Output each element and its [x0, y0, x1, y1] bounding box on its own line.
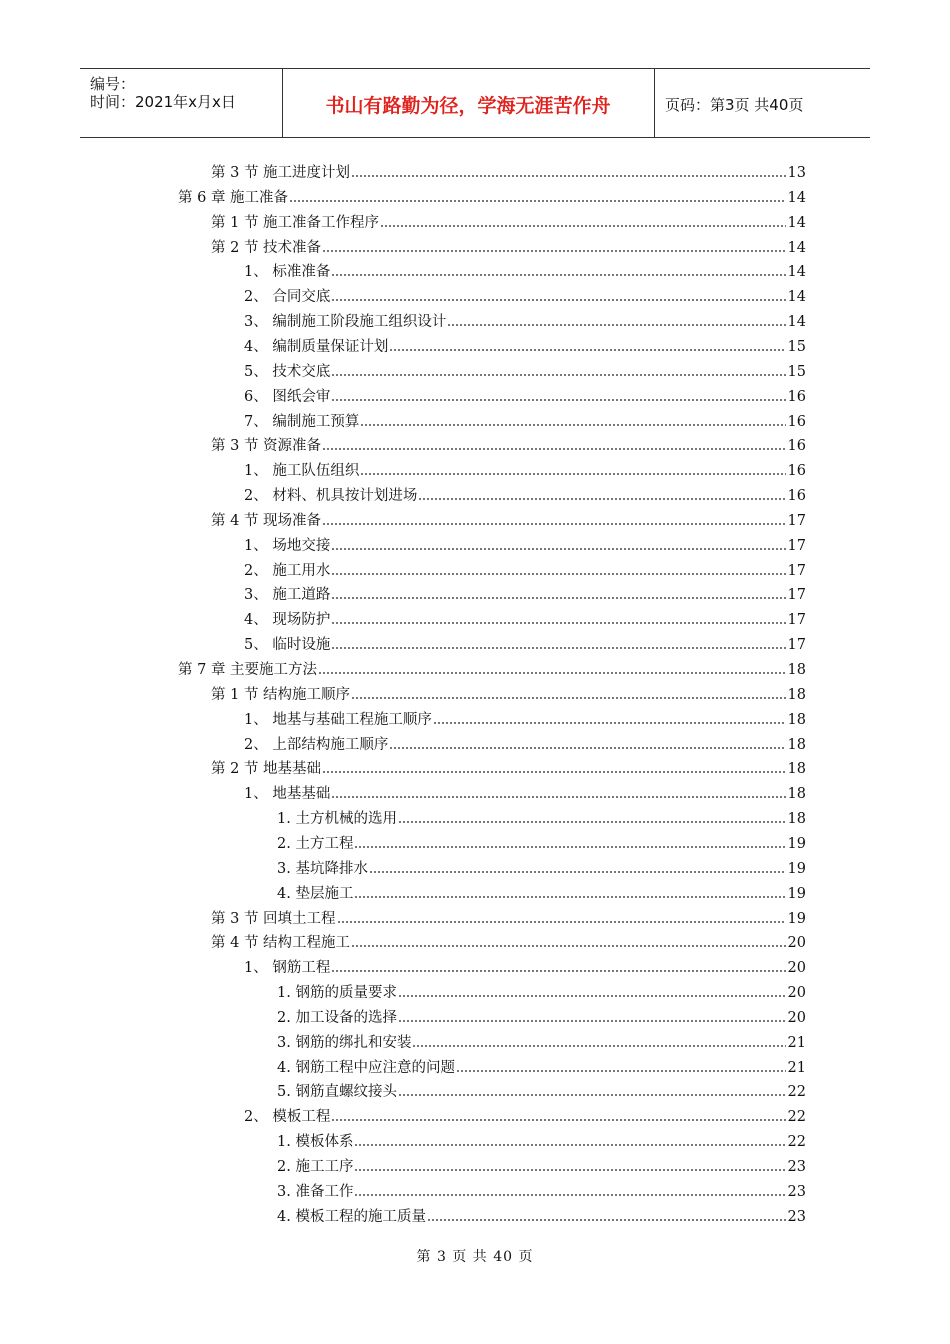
toc-entry-title: 第 6 章 施工准备 — [178, 189, 289, 206]
toc-entry-title: 4、 现场防护 — [244, 612, 331, 629]
toc-entry-page: 18 — [787, 761, 806, 778]
toc-entry-page: 20 — [787, 1009, 806, 1026]
toc-entry[interactable] — [211, 904, 806, 928]
header-meta-cell — [80, 69, 283, 137]
toc-dot-leader — [331, 273, 785, 277]
toc-dot-leader — [398, 820, 786, 824]
toc-entry[interactable] — [277, 1003, 806, 1027]
toc-dot-leader — [331, 969, 785, 973]
toc-entry-page: 16 — [787, 388, 806, 405]
toc-entry-title: 第 2 节 地基基础 — [211, 761, 322, 778]
toc-entry[interactable] — [244, 357, 806, 381]
toc-dot-leader — [331, 596, 785, 600]
toc-entry[interactable] — [211, 754, 806, 778]
header-motto: 书山有路勤为径，学海无涯苦作舟 — [325, 95, 611, 117]
toc-entry-title: 1. 模板体系 — [277, 1134, 354, 1151]
toc-entry[interactable] — [277, 1177, 806, 1201]
toc-entry-page: 14 — [787, 214, 806, 231]
toc-entry-page: 20 — [787, 935, 806, 952]
toc-entry[interactable] — [277, 854, 806, 878]
toc-entry-title: 3. 基坑降排水 — [277, 860, 368, 877]
toc-dot-leader — [351, 174, 785, 178]
toc-dot-leader — [380, 224, 785, 228]
toc-entry-title: 第 4 节 现场准备 — [211, 512, 322, 529]
toc-dot-leader — [331, 621, 785, 625]
toc-entry[interactable] — [277, 829, 806, 853]
toc-entry[interactable] — [178, 183, 806, 207]
toc-dot-leader — [289, 199, 785, 203]
toc-entry-page: 23 — [787, 1208, 806, 1225]
toc-entry[interactable] — [244, 382, 806, 406]
toc-dot-leader — [322, 447, 785, 451]
toc-entry-title: 2. 加工设备的选择 — [277, 1009, 397, 1026]
toc-dot-leader — [354, 845, 785, 849]
toc-entry[interactable] — [277, 1053, 806, 1077]
toc-entry[interactable] — [277, 879, 806, 903]
toc-entry-title: 第 3 节 回填土工程 — [211, 910, 336, 927]
toc-entry-title: 6、 图纸会审 — [244, 388, 331, 405]
toc-dot-leader — [354, 895, 785, 899]
toc-entry-title: 1、 场地交接 — [244, 537, 331, 554]
toc-entry-title: 1、 标准准备 — [244, 264, 331, 281]
toc-entry-page: 16 — [787, 438, 806, 455]
toc-entry-title: 1. 钢筋的质量要求 — [277, 985, 397, 1002]
document-time-label: 时间：2021年x月x日 — [90, 93, 236, 111]
toc-dot-leader — [360, 423, 785, 427]
toc-dot-leader — [331, 1118, 785, 1122]
toc-entry[interactable] — [211, 680, 806, 704]
toc-dot-leader — [447, 323, 785, 327]
toc-entry[interactable] — [277, 1127, 806, 1151]
toc-entry-page: 23 — [787, 1183, 806, 1200]
toc-dot-leader — [322, 249, 785, 253]
toc-entry[interactable] — [244, 407, 806, 431]
toc-entry[interactable] — [178, 655, 806, 679]
toc-dot-leader — [331, 373, 785, 377]
toc-entry[interactable] — [277, 1077, 806, 1101]
toc-entry-page: 19 — [787, 910, 806, 927]
toc-dot-leader — [331, 572, 785, 576]
toc-entry-page: 18 — [787, 662, 806, 678]
toc-entry-page: 16 — [787, 488, 806, 505]
toc-entry[interactable] — [244, 531, 806, 555]
toc-entry[interactable] — [244, 556, 806, 580]
toc-entry-page: 19 — [787, 885, 806, 902]
toc-entry[interactable] — [244, 456, 806, 480]
toc-dot-leader — [351, 944, 785, 948]
toc-entry-page: 22 — [787, 1134, 806, 1151]
toc-dot-leader — [331, 547, 785, 551]
toc-entry-page: 14 — [787, 289, 806, 306]
page-header — [80, 68, 870, 138]
toc-entry[interactable] — [244, 307, 806, 331]
toc-dot-leader — [389, 746, 785, 750]
toc-dot-leader — [331, 795, 785, 799]
toc-entry-title: 第 3 节 资源准备 — [211, 438, 322, 455]
toc-entry[interactable] — [211, 158, 806, 182]
toc-entry-page: 17 — [787, 612, 806, 629]
toc-entry-title: 第 1 节 施工准备工作程序 — [211, 214, 380, 231]
toc-entry-title: 2、 合同交底 — [244, 289, 331, 306]
toc-entry-page: 18 — [787, 786, 806, 803]
toc-entry-title: 5、 临时设施 — [244, 637, 331, 654]
toc-entry-page: 20 — [787, 960, 806, 977]
toc-dot-leader — [433, 721, 786, 725]
toc-entry-title: 第 1 节 结构施工顺序 — [211, 686, 351, 703]
toc-entry-title: 1、 钢筋工程 — [244, 960, 331, 977]
toc-entry-page: 19 — [787, 860, 806, 877]
toc-dot-leader — [412, 1044, 785, 1048]
toc-entry[interactable] — [244, 630, 806, 654]
toc-dot-leader — [354, 1143, 785, 1147]
toc-entry[interactable] — [211, 208, 806, 232]
toc-entry[interactable] — [244, 332, 806, 356]
toc-entry-title: 第 2 节 技术准备 — [211, 239, 322, 256]
toc-entry-title: 2. 施工工序 — [277, 1159, 354, 1175]
toc-dot-leader — [351, 696, 785, 700]
toc-entry[interactable] — [277, 1202, 806, 1226]
toc-entry[interactable] — [244, 580, 806, 604]
toc-entry[interactable] — [277, 1028, 806, 1052]
header-page-info: 页码：第3页 共40页 — [665, 96, 804, 114]
toc-dot-leader — [337, 920, 786, 924]
toc-dot-leader — [322, 522, 785, 526]
toc-entry-title: 第 7 章 主要施工方法 — [178, 662, 318, 678]
toc-dot-leader — [354, 1193, 785, 1197]
toc-entry[interactable] — [277, 804, 806, 828]
toc-dot-leader — [427, 1218, 786, 1222]
toc-entry-title: 2、 施工用水 — [244, 562, 331, 579]
toc-entry-title: 3、 编制施工阶段施工组织设计 — [244, 314, 447, 331]
toc-entry-title: 7、 编制施工预算 — [244, 413, 360, 430]
toc-dot-leader — [418, 497, 785, 501]
toc-entry-title: 1、 地基基础 — [244, 786, 331, 803]
toc-entry-title: 第 4 节 结构工程施工 — [211, 935, 351, 952]
toc-entry-page: 17 — [787, 587, 806, 604]
toc-entry[interactable] — [211, 506, 806, 530]
toc-entry-title: 2、 上部结构施工顺序 — [244, 736, 389, 753]
toc-entry-title: 1、 施工队伍组织 — [244, 463, 360, 480]
toc-entry-title: 4. 模板工程的施工质量 — [277, 1208, 426, 1225]
toc-entry-title: 4. 垫层施工 — [277, 885, 354, 902]
toc-entry-page: 21 — [787, 1059, 806, 1076]
toc-entry-page: 14 — [787, 314, 806, 331]
toc-entry[interactable] — [244, 282, 806, 306]
toc-entry-title: 3. 准备工作 — [277, 1183, 354, 1200]
toc-entry[interactable] — [211, 431, 806, 455]
toc-dot-leader — [456, 1069, 786, 1073]
toc-entry[interactable] — [244, 953, 806, 977]
toc-entry[interactable] — [277, 1152, 806, 1176]
document-number-label: 编号： — [90, 75, 136, 93]
toc-entry[interactable] — [211, 233, 806, 257]
toc-entry-page: 14 — [787, 239, 806, 256]
toc-entry[interactable] — [244, 1102, 806, 1126]
toc-entry-page: 14 — [787, 264, 806, 281]
toc-entry-title: 2、 材料、机具按计划进场 — [244, 488, 418, 505]
toc-dot-leader — [360, 472, 785, 476]
toc-dot-leader — [354, 1168, 785, 1172]
toc-entry-title: 1. 土方机械的选用 — [277, 811, 397, 828]
toc-entry-page: 18 — [787, 736, 806, 753]
toc-entry-page: 17 — [787, 512, 806, 529]
toc-entry-title: 5、 技术交底 — [244, 363, 331, 380]
toc-entry-page: 15 — [787, 363, 806, 380]
toc-entry[interactable] — [244, 705, 806, 729]
header-motto-cell — [282, 69, 655, 137]
toc-entry-page: 13 — [787, 165, 806, 181]
toc-entry[interactable] — [244, 257, 806, 281]
toc-entry-page: 20 — [787, 985, 806, 1002]
toc-entry-page: 17 — [787, 562, 806, 579]
toc-dot-leader — [398, 994, 786, 998]
toc-dot-leader — [398, 1093, 786, 1097]
toc-entry-page: 22 — [787, 1109, 806, 1126]
toc-entry-page: 16 — [787, 463, 806, 480]
toc-entry-title: 第 3 节 施工进度计划 — [211, 165, 351, 181]
toc-entry-page: 23 — [787, 1159, 806, 1175]
toc-entry-title: 1、 地基与基础工程施工顺序 — [244, 711, 432, 728]
toc-entry-title: 2、 模板工程 — [244, 1109, 331, 1126]
toc-dot-leader — [369, 870, 786, 874]
toc-entry-title: 3、 施工道路 — [244, 587, 331, 604]
toc-dot-leader — [322, 770, 785, 774]
toc-entry-title: 2. 土方工程 — [277, 835, 354, 852]
toc-dot-leader — [398, 1019, 786, 1023]
toc-entry-page: 18 — [787, 686, 806, 703]
toc-entry[interactable] — [244, 605, 806, 629]
toc-entry-page: 16 — [787, 413, 806, 430]
toc-entry[interactable] — [244, 481, 806, 505]
toc-entry-page: 17 — [787, 537, 806, 554]
toc-entry-title: 3. 钢筋的绑扎和安装 — [277, 1034, 412, 1051]
toc-entry-page: 15 — [787, 338, 806, 355]
toc-dot-leader — [389, 348, 785, 352]
header-page-cell — [655, 69, 870, 137]
toc-entry[interactable] — [244, 730, 806, 754]
toc-entry-page: 22 — [787, 1084, 806, 1101]
toc-entry-title: 5. 钢筋直螺纹接头 — [277, 1084, 397, 1101]
page-footer: 第 3 页 共 40 页 — [416, 1249, 534, 1265]
toc-entry-page: 14 — [787, 189, 806, 206]
toc-dot-leader — [331, 398, 785, 402]
toc-entry[interactable] — [244, 779, 806, 803]
toc-entry[interactable] — [211, 928, 806, 952]
toc-entry-title: 4、 编制质量保证计划 — [244, 338, 389, 355]
toc-entry-page: 17 — [787, 637, 806, 654]
toc-entry[interactable] — [277, 978, 806, 1002]
toc-entry-page: 19 — [787, 835, 806, 852]
toc-entry-page: 18 — [787, 711, 806, 728]
toc-entry-title: 4. 钢筋工程中应注意的问题 — [277, 1059, 455, 1076]
toc-entry-page: 18 — [787, 811, 806, 828]
toc-dot-leader — [331, 298, 785, 302]
toc-dot-leader — [331, 646, 785, 650]
toc-entry-page: 21 — [787, 1034, 806, 1051]
toc-dot-leader — [318, 671, 785, 675]
